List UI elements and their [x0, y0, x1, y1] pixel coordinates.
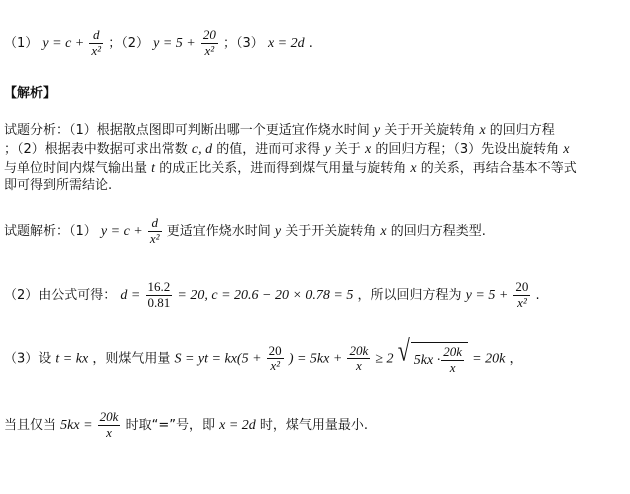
denominator: x² — [204, 42, 215, 58]
solution-text: （3）设 — [4, 351, 52, 367]
fraction — [89, 28, 103, 59]
solution-text: 更适宜作烧水时间 — [166, 223, 271, 239]
fraction — [441, 345, 464, 376]
numerator: 20 — [268, 342, 282, 358]
analysis-text: 的回归方程 — [489, 123, 555, 138]
fraction — [347, 344, 370, 375]
fraction — [98, 410, 121, 441]
numerator: 20k — [443, 344, 462, 359]
analysis-text: 的成正比关系，进而得到煤气用量与旋转角 — [159, 161, 407, 176]
numerator: 20k — [99, 409, 119, 424]
equation-2: y = 5 + — [153, 35, 196, 51]
analysis-text: 与单位时间内煤气输出量 — [4, 161, 148, 176]
fraction — [513, 280, 530, 311]
solution-part-2 — [4, 280, 540, 311]
equation: d = — [120, 287, 141, 303]
numerator: 16.2 — [147, 279, 171, 294]
equation: 5kx = — [60, 417, 93, 433]
analysis-line-1 — [4, 122, 555, 140]
solution-text: 试题解析：（1） — [4, 223, 97, 239]
solution-text: ，所以回归方程为 — [357, 287, 462, 303]
equation: = 20, c = 20.6 − 20 × 0.78 = 5 — [177, 287, 354, 303]
solution-text: 当且仅当 — [4, 417, 57, 433]
denominator: 0.81 — [147, 294, 171, 310]
var-x: x — [364, 142, 372, 157]
equation-3: x = 2d — [267, 35, 305, 51]
fraction — [148, 216, 162, 247]
analysis-line-2 — [4, 141, 569, 159]
period: . — [535, 287, 540, 303]
denominator: x² — [517, 294, 527, 310]
equation-1: y = c + — [42, 35, 85, 51]
separator: ；（2） — [108, 35, 149, 51]
radicand — [411, 342, 468, 376]
fraction — [267, 344, 284, 375]
analysis-text: 即可得到所需结论. — [4, 178, 113, 193]
square-root — [397, 333, 468, 376]
var-y: y — [274, 223, 282, 239]
var-cd: c, d — [191, 142, 213, 157]
denominator: x — [449, 359, 456, 375]
solution-text: 时，煤气用量最小. — [259, 417, 369, 433]
analysis-text: 的回归方程；（3）先设出旋转角 — [375, 142, 560, 157]
solution-part-1 — [4, 216, 486, 247]
numerator: d — [148, 216, 162, 232]
radicand-term: 5kx · — [413, 352, 441, 368]
var-x: x — [380, 223, 387, 239]
solution-text: 时取“=”号，即 — [125, 417, 215, 433]
equation: x = 2d — [219, 417, 256, 433]
equation: t = kx — [55, 351, 89, 367]
analysis-text: 的关系，再结合基本不等式 — [420, 161, 577, 176]
var-y: y — [324, 142, 331, 157]
denominator: x² — [270, 358, 280, 374]
numerator: d — [89, 28, 103, 44]
denominator: x — [355, 358, 362, 374]
equation: y = c + — [100, 223, 143, 239]
fraction — [201, 28, 218, 59]
equation: ≥ 2 — [375, 351, 394, 367]
answer-line — [4, 28, 313, 59]
var-y: y — [373, 123, 381, 138]
var-x: x — [479, 123, 486, 138]
var-x: x — [410, 161, 417, 176]
var-x: x — [563, 142, 570, 157]
solution-text: 关于开关旋转角 — [285, 223, 377, 239]
analysis-text: 关于开关旋转角 — [384, 123, 476, 138]
analysis-line-4 — [4, 178, 112, 194]
equation: S = yt = kx(5 + — [174, 351, 262, 367]
equation: y = 5 + — [465, 287, 509, 303]
denominator: x² — [91, 42, 102, 58]
var-t: t — [151, 161, 156, 176]
numerator: 20 — [202, 27, 216, 42]
solution-text: （2）由公式可得： — [4, 287, 117, 303]
separator: ；（3） — [223, 35, 264, 51]
denominator: x — [106, 424, 112, 440]
solution-text: ，则煤气用量 — [92, 351, 171, 367]
equation: ) = 5kx + — [288, 351, 343, 367]
period: . — [308, 35, 313, 51]
fraction — [146, 280, 173, 311]
equation: = 20k — [472, 351, 506, 367]
analysis-line-3 — [4, 160, 577, 178]
solution-part-3 — [4, 333, 523, 376]
part-1-label: （1） — [4, 35, 39, 51]
analysis-text: ；（2）根据表中数据可求出常数 — [4, 142, 188, 157]
analysis-text: 的值，进而可求得 — [216, 142, 321, 157]
analysis-heading: 【解析】 — [4, 86, 57, 101]
numerator: 20 — [515, 279, 529, 294]
analysis-text: 关于 — [334, 142, 361, 157]
radical-sign-icon: √ — [397, 333, 410, 368]
solution-text: 的回归方程类型. — [390, 223, 486, 239]
analysis-text: 试题分析：（1）根据散点图即可判断出哪一个更适宜作烧水时间 — [4, 123, 370, 138]
punctuation: ， — [509, 351, 523, 367]
numerator: 20k — [349, 342, 369, 358]
conclusion-line — [4, 410, 368, 441]
denominator: x² — [149, 230, 160, 246]
